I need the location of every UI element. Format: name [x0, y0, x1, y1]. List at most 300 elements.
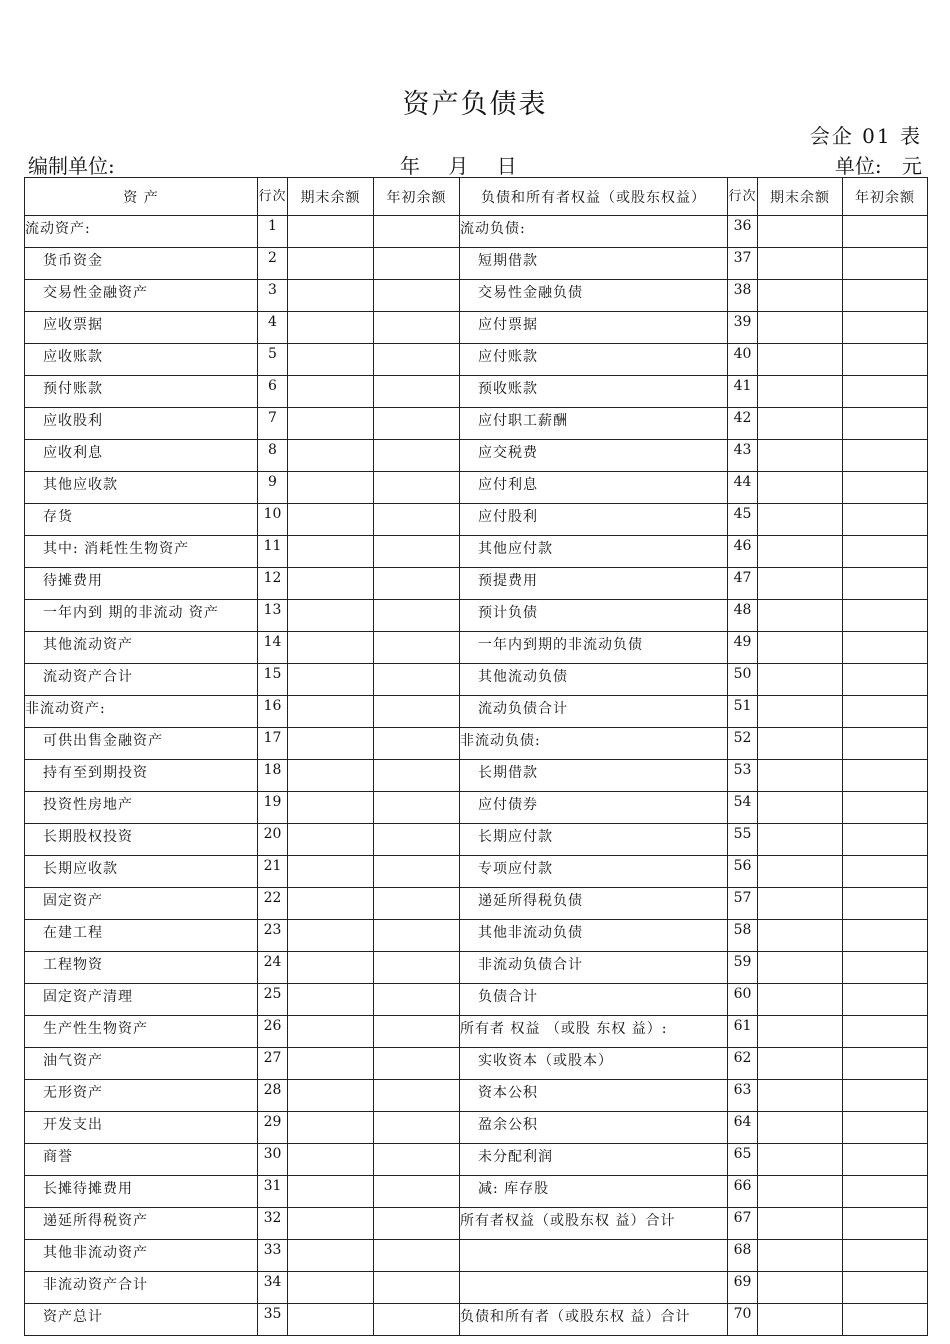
- asset-end-balance-cell: [288, 472, 374, 504]
- asset-begin-balance-cell: [374, 984, 460, 1016]
- liability-end-balance-cell: [758, 1016, 843, 1048]
- asset-begin-balance-cell: [374, 888, 460, 920]
- table-row: [25, 1144, 928, 1176]
- asset-item-name: 非流动资产合计: [25, 1272, 258, 1304]
- asset-item-name: 无形资产: [25, 1080, 258, 1112]
- liability-row-number: 42: [728, 408, 758, 440]
- compiling-unit-label: 编制单位:: [28, 154, 115, 178]
- asset-begin-balance-cell: [374, 440, 460, 472]
- asset-row-number: 16: [258, 696, 288, 728]
- liability-end-balance-cell: [758, 1176, 843, 1208]
- asset-item-name: 固定资产清理: [25, 984, 258, 1016]
- liability-row-number: 70: [728, 1304, 758, 1336]
- asset-row-number: 19: [258, 792, 288, 824]
- asset-end-balance-cell: [288, 216, 374, 248]
- form-code: 会企 01 表: [809, 124, 922, 148]
- table-row: [25, 952, 928, 984]
- asset-item-name: 流动资产合计: [25, 664, 258, 696]
- asset-row-number: 23: [258, 920, 288, 952]
- liability-end-balance-cell: [758, 504, 843, 536]
- liability-end-balance-cell: [758, 632, 843, 664]
- table-row: [25, 472, 928, 504]
- liability-item-name: 减: 库存股: [460, 1176, 728, 1208]
- liability-end-balance-cell: [758, 280, 843, 312]
- liability-end-balance-cell: [758, 216, 843, 248]
- liability-row-number: 37: [728, 248, 758, 280]
- table-row: [25, 1304, 928, 1336]
- asset-end-balance-cell: [288, 1080, 374, 1112]
- liability-item-name: 交易性金融负债: [460, 280, 728, 312]
- liability-end-balance-cell: [758, 888, 843, 920]
- liability-row-number: 66: [728, 1176, 758, 1208]
- liability-end-balance-cell: [758, 1240, 843, 1272]
- asset-item-name: 长期应收款: [25, 856, 258, 888]
- liability-end-balance-cell: [758, 536, 843, 568]
- asset-item-name: 存货: [25, 504, 258, 536]
- asset-item-name: 非流动资产:: [25, 696, 258, 728]
- asset-end-balance-cell: [288, 760, 374, 792]
- liability-end-balance-cell: [758, 440, 843, 472]
- asset-begin-balance-cell: [374, 856, 460, 888]
- table-row: [25, 728, 928, 760]
- asset-item-name: 可供出售金融资产: [25, 728, 258, 760]
- table-row: [25, 664, 928, 696]
- liability-end-balance-cell: [758, 472, 843, 504]
- liability-row-number: 57: [728, 888, 758, 920]
- asset-end-balance-cell: [288, 280, 374, 312]
- liability-begin-balance-cell: [843, 824, 928, 856]
- asset-begin-balance-cell: [374, 664, 460, 696]
- liability-begin-balance-cell: [843, 1304, 928, 1336]
- asset-begin-balance-cell: [374, 408, 460, 440]
- asset-end-balance-cell: [288, 952, 374, 984]
- liability-row-number: 60: [728, 984, 758, 1016]
- asset-begin-balance-cell: [374, 728, 460, 760]
- asset-begin-balance-cell: [374, 1208, 460, 1240]
- begin-balance-header: 年初余额: [374, 178, 460, 216]
- asset-begin-balance-cell: [374, 760, 460, 792]
- liability-end-balance-cell: [758, 408, 843, 440]
- asset-end-balance-cell: [288, 504, 374, 536]
- asset-end-balance-cell: [288, 1016, 374, 1048]
- table-row: [25, 248, 928, 280]
- asset-item-name: 应收票据: [25, 312, 258, 344]
- liability-item-name: 预收账款: [460, 376, 728, 408]
- asset-begin-balance-cell: [374, 280, 460, 312]
- table-row: [25, 504, 928, 536]
- asset-item-name: 投资性房地产: [25, 792, 258, 824]
- asset-end-balance-cell: [288, 600, 374, 632]
- asset-end-balance-cell: [288, 1176, 374, 1208]
- liability-end-balance-cell: [758, 1112, 843, 1144]
- table-row: [25, 216, 928, 248]
- liability-item-name: 预计负债: [460, 600, 728, 632]
- asset-begin-balance-cell: [374, 1272, 460, 1304]
- liability-begin-balance-cell: [843, 1208, 928, 1240]
- asset-begin-balance-cell: [374, 1144, 460, 1176]
- asset-end-balance-cell: [288, 312, 374, 344]
- asset-begin-balance-cell: [374, 824, 460, 856]
- liability-begin-balance-cell: [843, 1144, 928, 1176]
- liability-begin-balance-cell: [843, 1176, 928, 1208]
- liability-end-balance-cell: [758, 1208, 843, 1240]
- asset-row-number: 7: [258, 408, 288, 440]
- liability-begin-balance-cell: [843, 920, 928, 952]
- liability-item-name: 未分配利润: [460, 1144, 728, 1176]
- assets-header: 资 产: [25, 178, 258, 216]
- table-row: [25, 1016, 928, 1048]
- liability-item-name: 专项应付款: [460, 856, 728, 888]
- asset-row-number: 29: [258, 1112, 288, 1144]
- liability-item-name: 实收资本（或股本）: [460, 1048, 728, 1080]
- asset-row-number: 3: [258, 280, 288, 312]
- asset-end-balance-cell: [288, 1144, 374, 1176]
- liability-item-name: [460, 1272, 728, 1304]
- liability-end-balance-cell: [758, 696, 843, 728]
- asset-begin-balance-cell: [374, 568, 460, 600]
- liability-begin-balance-cell: [843, 440, 928, 472]
- table-row: [25, 1112, 928, 1144]
- asset-row-number: 30: [258, 1144, 288, 1176]
- liability-row-number: 38: [728, 280, 758, 312]
- liability-row-number: 47: [728, 568, 758, 600]
- liability-end-balance-cell: [758, 376, 843, 408]
- asset-end-balance-cell: [288, 536, 374, 568]
- asset-begin-balance-cell: [374, 504, 460, 536]
- asset-end-balance-cell: [288, 984, 374, 1016]
- table-row: [25, 440, 928, 472]
- asset-row-number: 32: [258, 1208, 288, 1240]
- asset-begin-balance-cell: [374, 376, 460, 408]
- asset-begin-balance-cell: [374, 248, 460, 280]
- liability-row-number: 59: [728, 952, 758, 984]
- liability-end-balance-cell: [758, 824, 843, 856]
- asset-row-number: 5: [258, 344, 288, 376]
- table-row: [25, 856, 928, 888]
- liability-item-name: 应付职工薪酬: [460, 408, 728, 440]
- liability-row-number: 53: [728, 760, 758, 792]
- liability-end-balance-cell: [758, 1144, 843, 1176]
- liability-item-name: 流动负债合计: [460, 696, 728, 728]
- table-row: [25, 760, 928, 792]
- table-row: [25, 600, 928, 632]
- liability-item-name: 一年内到期的非流动负债: [460, 632, 728, 664]
- asset-row-number: 28: [258, 1080, 288, 1112]
- liability-end-balance-cell: [758, 728, 843, 760]
- liability-row-number: 65: [728, 1144, 758, 1176]
- currency-unit: 单位: 元: [834, 154, 922, 178]
- liability-end-balance-cell: [758, 1272, 843, 1304]
- liability-begin-balance-cell: [843, 952, 928, 984]
- asset-begin-balance-cell: [374, 216, 460, 248]
- asset-row-number: 22: [258, 888, 288, 920]
- asset-row-number: 13: [258, 600, 288, 632]
- liability-row-number: 39: [728, 312, 758, 344]
- liability-begin-balance-cell: [843, 760, 928, 792]
- asset-begin-balance-cell: [374, 1080, 460, 1112]
- balance-sheet-table: [24, 177, 928, 1336]
- asset-end-balance-cell: [288, 344, 374, 376]
- asset-row-number: 4: [258, 312, 288, 344]
- asset-row-number: 20: [258, 824, 288, 856]
- liability-begin-balance-cell: [843, 1272, 928, 1304]
- asset-end-balance-cell: [288, 888, 374, 920]
- asset-row-number: 18: [258, 760, 288, 792]
- table-row: [25, 824, 928, 856]
- table-row: [25, 344, 928, 376]
- asset-item-name: 流动资产:: [25, 216, 258, 248]
- asset-end-balance-cell: [288, 856, 374, 888]
- liability-item-name: 非流动负债合计: [460, 952, 728, 984]
- asset-begin-balance-cell: [374, 1240, 460, 1272]
- asset-row-number: 12: [258, 568, 288, 600]
- liability-row-number: 44: [728, 472, 758, 504]
- liability-item-name: 应付利息: [460, 472, 728, 504]
- report-date: 年 月 日: [400, 154, 517, 178]
- asset-end-balance-cell: [288, 376, 374, 408]
- asset-end-balance-cell: [288, 1208, 374, 1240]
- asset-begin-balance-cell: [374, 792, 460, 824]
- asset-row-number: 17: [258, 728, 288, 760]
- asset-end-balance-cell: [288, 728, 374, 760]
- asset-item-name: 开发支出: [25, 1112, 258, 1144]
- liability-begin-balance-cell: [843, 696, 928, 728]
- liability-end-balance-cell: [758, 760, 843, 792]
- liability-end-balance-cell: [758, 952, 843, 984]
- liability-row-number: 55: [728, 824, 758, 856]
- asset-begin-balance-cell: [374, 952, 460, 984]
- table-row: [25, 696, 928, 728]
- liability-item-name: 递延所得税负债: [460, 888, 728, 920]
- liability-row-number: 63: [728, 1080, 758, 1112]
- asset-item-name: 货币资金: [25, 248, 258, 280]
- liability-begin-balance-cell: [843, 888, 928, 920]
- table-row: [25, 632, 928, 664]
- liability-row-number: 54: [728, 792, 758, 824]
- asset-end-balance-cell: [288, 1240, 374, 1272]
- liability-item-name: 负债和所有者（或股东权 益）合计: [460, 1304, 728, 1336]
- liability-row-number: 46: [728, 536, 758, 568]
- asset-row-number: 14: [258, 632, 288, 664]
- asset-row-number: 24: [258, 952, 288, 984]
- liability-begin-balance-cell: [843, 280, 928, 312]
- liability-end-balance-cell: [758, 600, 843, 632]
- asset-row-number: 6: [258, 376, 288, 408]
- liability-row-number: 45: [728, 504, 758, 536]
- liability-end-balance-cell: [758, 1304, 843, 1336]
- asset-end-balance-cell: [288, 792, 374, 824]
- asset-item-name: 长期股权投资: [25, 824, 258, 856]
- table-row: [25, 1176, 928, 1208]
- table-row: [25, 920, 928, 952]
- liability-row-number: 56: [728, 856, 758, 888]
- liability-row-number: 61: [728, 1016, 758, 1048]
- liability-begin-balance-cell: [843, 344, 928, 376]
- asset-begin-balance-cell: [374, 1016, 460, 1048]
- asset-end-balance-cell: [288, 1112, 374, 1144]
- asset-end-balance-cell: [288, 632, 374, 664]
- asset-row-number: 33: [258, 1240, 288, 1272]
- liability-end-balance-cell: [758, 984, 843, 1016]
- begin-balance-header: 年初余额: [843, 178, 928, 216]
- liability-end-balance-cell: [758, 248, 843, 280]
- asset-end-balance-cell: [288, 408, 374, 440]
- liability-row-number: 68: [728, 1240, 758, 1272]
- asset-item-name: 一年内到 期的非流动 资产: [25, 600, 258, 632]
- liability-begin-balance-cell: [843, 248, 928, 280]
- liability-end-balance-cell: [758, 568, 843, 600]
- liability-item-name: [460, 1240, 728, 1272]
- asset-row-number: 15: [258, 664, 288, 696]
- asset-item-name: 商誉: [25, 1144, 258, 1176]
- liability-row-number: 69: [728, 1272, 758, 1304]
- liability-row-number: 41: [728, 376, 758, 408]
- table-row: [25, 792, 928, 824]
- page-title: 资产负债表: [402, 89, 548, 120]
- asset-begin-balance-cell: [374, 1304, 460, 1336]
- liability-end-balance-cell: [758, 312, 843, 344]
- end-balance-header: 期末余额: [758, 178, 843, 216]
- liability-row-number: 51: [728, 696, 758, 728]
- liability-end-balance-cell: [758, 792, 843, 824]
- liability-begin-balance-cell: [843, 792, 928, 824]
- asset-end-balance-cell: [288, 568, 374, 600]
- liability-item-name: 所有者 权益 （或股 东权 益）:: [460, 1016, 728, 1048]
- asset-end-balance-cell: [288, 920, 374, 952]
- table-row: [25, 408, 928, 440]
- asset-item-name: 其他流动资产: [25, 632, 258, 664]
- liability-item-name: 其他非流动负债: [460, 920, 728, 952]
- asset-begin-balance-cell: [374, 344, 460, 376]
- liability-item-name: 长期借款: [460, 760, 728, 792]
- liability-end-balance-cell: [758, 344, 843, 376]
- asset-row-number: 27: [258, 1048, 288, 1080]
- asset-item-name: 其他非流动资产: [25, 1240, 258, 1272]
- asset-item-name: 应收利息: [25, 440, 258, 472]
- table-row: [25, 1208, 928, 1240]
- asset-begin-balance-cell: [374, 472, 460, 504]
- liability-end-balance-cell: [758, 1080, 843, 1112]
- liability-begin-balance-cell: [843, 376, 928, 408]
- liability-item-name: 非流动负债:: [460, 728, 728, 760]
- asset-item-name: 递延所得税资产: [25, 1208, 258, 1240]
- row-no-header: 行次: [728, 178, 758, 216]
- liability-begin-balance-cell: [843, 408, 928, 440]
- liability-row-number: 62: [728, 1048, 758, 1080]
- liability-end-balance-cell: [758, 664, 843, 696]
- liability-item-name: 预提费用: [460, 568, 728, 600]
- table-row: [25, 1080, 928, 1112]
- liability-begin-balance-cell: [843, 728, 928, 760]
- liability-begin-balance-cell: [843, 632, 928, 664]
- liability-row-number: 48: [728, 600, 758, 632]
- asset-item-name: 工程物资: [25, 952, 258, 984]
- liability-begin-balance-cell: [843, 664, 928, 696]
- liabilities-header: 负债和所有者权益（或股东权益）: [460, 178, 728, 216]
- asset-row-number: 25: [258, 984, 288, 1016]
- asset-item-name: 资产总计: [25, 1304, 258, 1336]
- asset-item-name: 固定资产: [25, 888, 258, 920]
- liability-begin-balance-cell: [843, 472, 928, 504]
- liability-item-name: 应付账款: [460, 344, 728, 376]
- liability-begin-balance-cell: [843, 568, 928, 600]
- liability-begin-balance-cell: [843, 856, 928, 888]
- asset-item-name: 其他应收款: [25, 472, 258, 504]
- asset-item-name: 预付账款: [25, 376, 258, 408]
- asset-begin-balance-cell: [374, 1112, 460, 1144]
- asset-end-balance-cell: [288, 1272, 374, 1304]
- liability-item-name: 所有者权益（或股东权 益）合计: [460, 1208, 728, 1240]
- asset-begin-balance-cell: [374, 696, 460, 728]
- asset-end-balance-cell: [288, 696, 374, 728]
- asset-row-number: 2: [258, 248, 288, 280]
- table-row: [25, 312, 928, 344]
- table-row: [25, 888, 928, 920]
- asset-begin-balance-cell: [374, 1048, 460, 1080]
- liability-item-name: 应付票据: [460, 312, 728, 344]
- asset-begin-balance-cell: [374, 312, 460, 344]
- table-header-row: [25, 178, 928, 216]
- liability-row-number: 58: [728, 920, 758, 952]
- liability-item-name: 长期应付款: [460, 824, 728, 856]
- asset-item-name: 油气资产: [25, 1048, 258, 1080]
- table-row: [25, 536, 928, 568]
- asset-item-name: 其中: 消耗性生物资产: [25, 536, 258, 568]
- liability-row-number: 67: [728, 1208, 758, 1240]
- asset-item-name: 在建工程: [25, 920, 258, 952]
- asset-row-number: 1: [258, 216, 288, 248]
- liability-row-number: 49: [728, 632, 758, 664]
- asset-row-number: 21: [258, 856, 288, 888]
- liability-item-name: 其他流动负债: [460, 664, 728, 696]
- liability-item-name: 应付股利: [460, 504, 728, 536]
- asset-begin-balance-cell: [374, 920, 460, 952]
- asset-row-number: 8: [258, 440, 288, 472]
- asset-end-balance-cell: [288, 1304, 374, 1336]
- asset-end-balance-cell: [288, 824, 374, 856]
- liability-item-name: 其他应付款: [460, 536, 728, 568]
- liability-item-name: 短期借款: [460, 248, 728, 280]
- table-row: [25, 280, 928, 312]
- asset-begin-balance-cell: [374, 600, 460, 632]
- end-balance-header: 期末余额: [288, 178, 374, 216]
- asset-item-name: 持有至到期投资: [25, 760, 258, 792]
- asset-row-number: 26: [258, 1016, 288, 1048]
- asset-item-name: 待摊费用: [25, 568, 258, 600]
- liability-end-balance-cell: [758, 1048, 843, 1080]
- table-row: [25, 1272, 928, 1304]
- liability-begin-balance-cell: [843, 1112, 928, 1144]
- liability-begin-balance-cell: [843, 504, 928, 536]
- liability-row-number: 52: [728, 728, 758, 760]
- liability-row-number: 43: [728, 440, 758, 472]
- liability-row-number: 36: [728, 216, 758, 248]
- asset-begin-balance-cell: [374, 1176, 460, 1208]
- asset-begin-balance-cell: [374, 536, 460, 568]
- asset-item-name: 交易性金融资产: [25, 280, 258, 312]
- asset-row-number: 11: [258, 536, 288, 568]
- liability-begin-balance-cell: [843, 312, 928, 344]
- asset-row-number: 9: [258, 472, 288, 504]
- liability-end-balance-cell: [758, 856, 843, 888]
- liability-begin-balance-cell: [843, 1048, 928, 1080]
- asset-end-balance-cell: [288, 248, 374, 280]
- liability-item-name: 盈余公积: [460, 1112, 728, 1144]
- liability-item-name: 应交税费: [460, 440, 728, 472]
- table-row: [25, 984, 928, 1016]
- liability-row-number: 64: [728, 1112, 758, 1144]
- table-row: [25, 1048, 928, 1080]
